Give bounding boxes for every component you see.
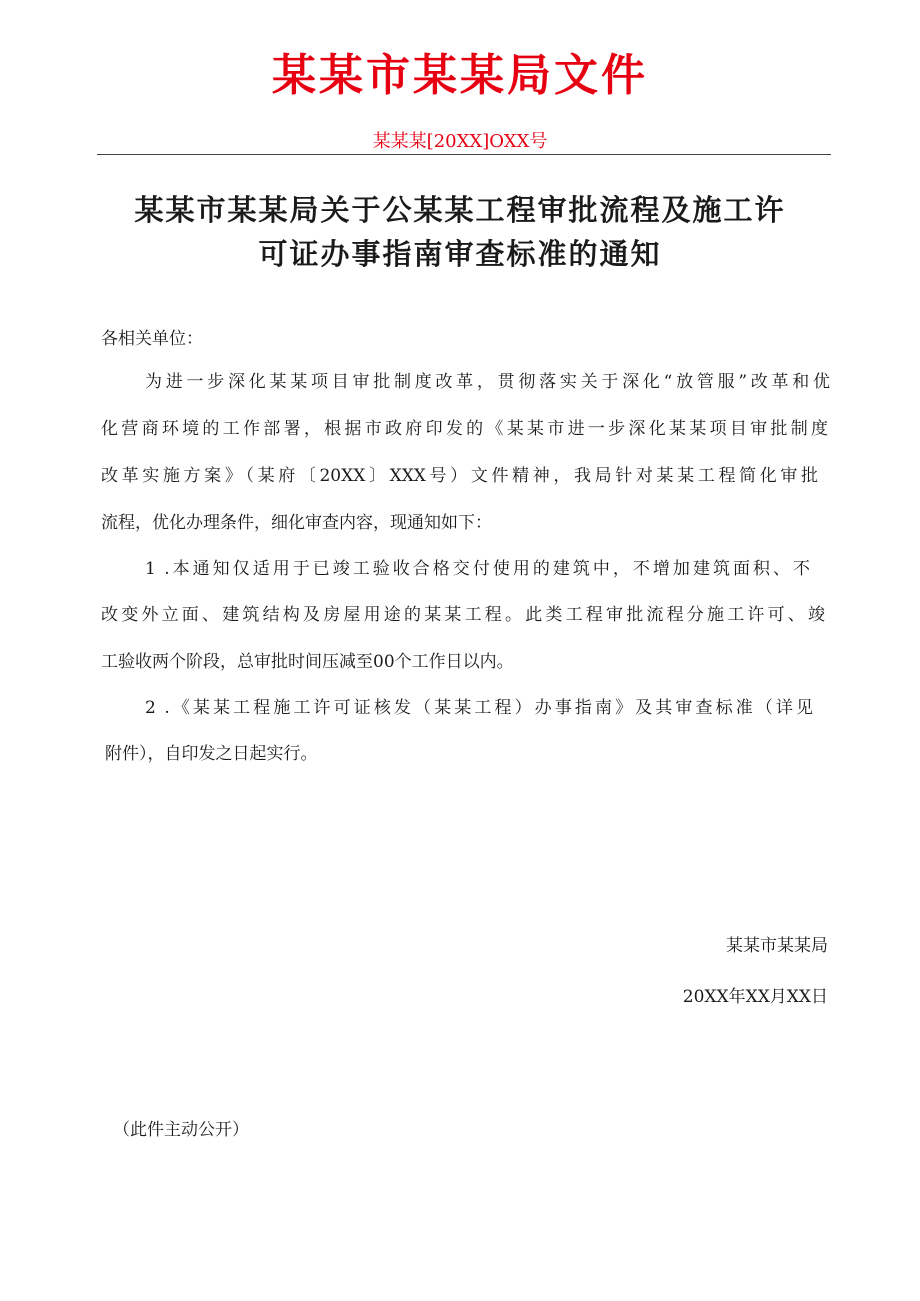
document-header-title: 某某市某某局文件: [272, 50, 648, 101]
item-2-line: 2 .《某某工程施工许可证核发（某某工程）办事指南》及其审查标准（详见: [145, 698, 813, 718]
intro-line: 化营商环境的工作部署，根据市政府印发的《某某市进一步深化某某项目审批制度: [101, 419, 828, 439]
item-2-line: 附件），自印发之日起实行。: [105, 744, 318, 764]
signature-date: 20XX年XX月XX日: [682, 987, 828, 1007]
notice-title-line-2: 可证办事指南审查标准的通知: [258, 237, 662, 271]
notice-title-line-1: 某某市某某局关于公某某工程审批流程及施工许: [134, 193, 786, 227]
disclosure-note: （此件主动公开）: [113, 1120, 249, 1140]
intro-line: 流程，优化办理条件，细化审查内容，现通知如下：: [101, 513, 492, 533]
salutation: 各相关单位：: [101, 329, 203, 349]
item-1-line: 1 .本通知仅适用于已竣工验收合格交付使用的建筑中，不增加建筑面积、不: [145, 559, 810, 579]
signature-issuer: 某某市某某局: [726, 936, 828, 956]
intro-line: 为进一步深化某某项目审批制度改革，贯彻落实关于深化“放管服”改革和优: [145, 372, 830, 392]
header-divider: [97, 154, 831, 155]
document-number: 某某某[20XX]OXX号: [372, 131, 548, 152]
item-1-line: 工验收两个阶段，总审批时间压减至00个工作日以内。: [101, 652, 514, 672]
item-1-line: 改变外立面、建筑结构及房屋用途的某某工程。此类工程审批流程分施工许可、竣: [101, 605, 825, 625]
intro-line: 改革实施方案》（某府〔20XX〕XXX号）文件精神，我局针对某某工程简化审批: [101, 466, 818, 486]
